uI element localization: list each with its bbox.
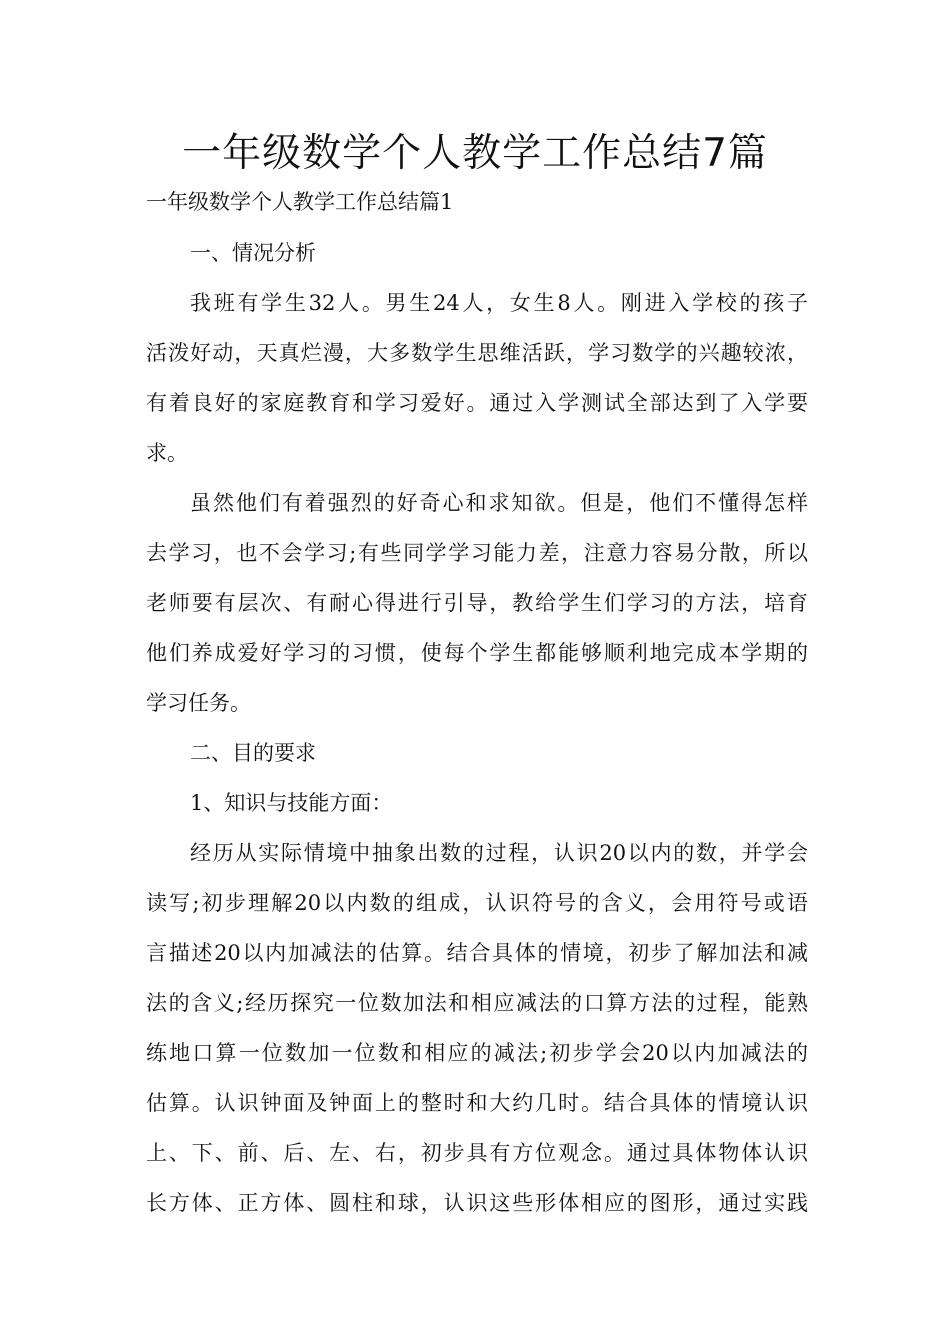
text-line: 经历从实际情境中抽象出数的过程，认识20以内的数，并学会 <box>190 841 808 865</box>
text-line: 有着良好的家庭教育和学习爱好。通过入学测试全部达到了入学要 <box>146 391 808 415</box>
text-line: 老师要有层次、有耐心得进行引导，教给学生们学习的方法，培育 <box>146 591 808 615</box>
text-line: 上、下、前、后、左、右，初步具有方位观念。通过具体物体认识 <box>146 1141 808 1165</box>
text-line: 1、知识与技能方面： <box>190 791 393 815</box>
text-line: 一、情况分析 <box>190 241 316 265</box>
text-line: 求。 <box>146 441 188 465</box>
text-line: 虽然他们有着强烈的好奇心和求知欲。但是，他们不懂得怎样 <box>190 491 808 515</box>
text-line: 活泼好动，天真烂漫，大多数学生思维活跃，学习数学的兴趣较浓， <box>146 341 808 365</box>
document-body <box>146 228 808 1228</box>
text-line: 法的含义;经历探究一位数加法和相应减法的口算方法的过程，能熟 <box>146 991 808 1015</box>
text-line: 我班有学生32人。男生24人，女生8人。刚进入学校的孩子 <box>190 291 808 315</box>
text-line: 去学习，也不会学习;有些同学学习能力差，注意力容易分散，所以 <box>146 541 808 565</box>
text-line: 言描述20以内加减法的估算。结合具体的情境，初步了解加法和减 <box>146 941 808 965</box>
text-line: 估算。认识钟面及钟面上的整时和大约几时。结合具体的情境认识 <box>146 1091 808 1115</box>
document-title: 一年级数学个人教学工作总结7篇 <box>182 131 768 176</box>
text-line: 学习任务。 <box>146 691 251 715</box>
section-heading: 一年级数学个人教学工作总结篇1 <box>146 190 454 214</box>
text-line: 他们养成爱好学习的习惯，使每个学生都能够顺利地完成本学期的 <box>146 641 808 665</box>
text-line: 练地口算一位数加一位数和相应的减法;初步学会20以内加减法的 <box>146 1041 808 1065</box>
text-line: 读写;初步理解20以内数的组成，认识符号的含义，会用符号或语 <box>146 891 808 915</box>
text-line: 长方体、正方体、圆柱和球，认识这些形体相应的图形，通过实践 <box>146 1191 808 1215</box>
text-line: 二、目的要求 <box>190 741 316 765</box>
